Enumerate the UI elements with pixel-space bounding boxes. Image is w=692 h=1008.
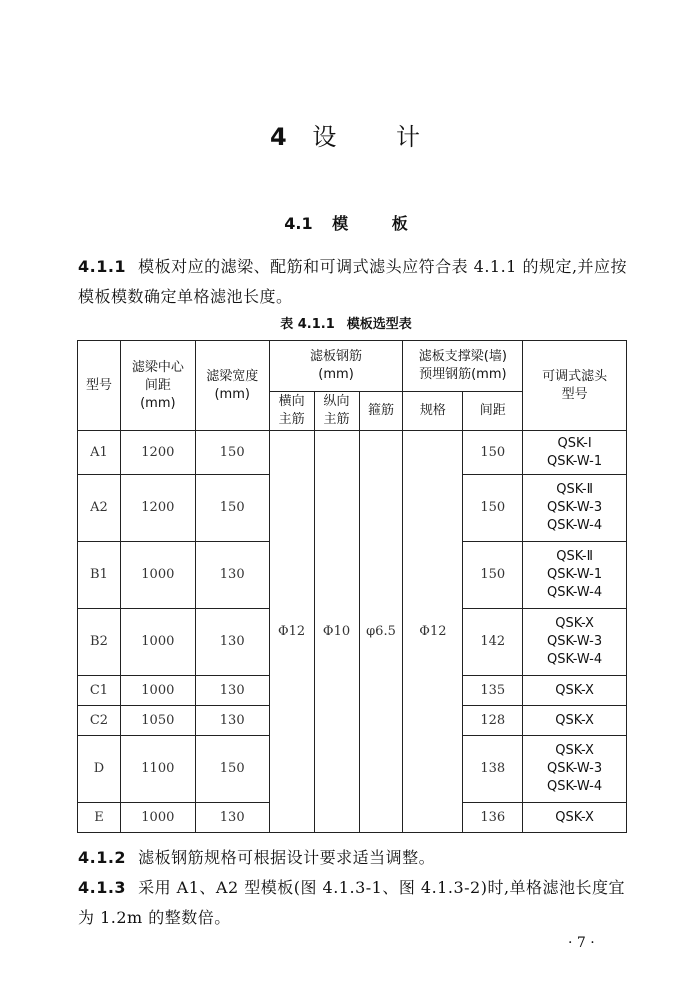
cell-beam-width: 150 [195,431,269,475]
cell-nozzle: QSK-Ⅱ QSK-W-3 QSK-W-4 [523,475,627,542]
cell-nozzle: QSK-Ⅰ QSK-W-1 [523,431,627,475]
header-spacing: 间距 [463,392,523,431]
table-caption-number: 表 4.1.1 [280,317,335,332]
cell-longitudinal-rebar: Φ10 [314,431,359,833]
chapter-number: 4 [270,123,289,151]
cell-nozzle: QSK-Ⅱ QSK-W-1 QSK-W-4 [523,542,627,609]
header-beam-spacing: 滤梁中心 间距 (mm) [120,341,195,431]
cell-model: E [78,803,121,833]
page-number: · 7 · [568,935,595,951]
section-title [0,211,692,234]
cell-beam-width: 130 [195,609,269,676]
cell-beam-width: 130 [195,803,269,833]
cell-beam-spacing: 1000 [120,542,195,609]
cell-spacing: 135 [463,676,523,706]
header-nozzle: 可调式滤头 型号 [523,341,627,431]
cell-transverse-rebar: Φ12 [269,431,314,833]
clause-number: 4.1.1 [78,257,127,276]
cell-spacing: 150 [463,431,523,475]
clause-4-1-1 [78,252,638,312]
cell-beam-width: 130 [195,542,269,609]
cell-model: D [78,736,121,803]
table-caption [0,313,692,332]
header-plate-rebar: 滤板钢筋 (mm) [269,341,403,392]
chapter-word-1: 设 [312,123,339,151]
cell-nozzle: QSK-X [523,706,627,736]
cell-model: A2 [78,475,121,542]
cell-model: C2 [78,706,121,736]
cell-beam-width: 150 [195,736,269,803]
cell-beam-width: 130 [195,676,269,706]
clause-text: 采用 A1、A2 型模板(图 4.1.3-1、图 4.1.3-2)时,单格滤池长度宜为 1.2m 的整数倍。 [78,878,626,927]
section-word-1: 模 [332,214,349,233]
header-stirrup: 箍筋 [359,392,403,431]
cell-nozzle: QSK-X QSK-W-3 QSK-W-4 [523,736,627,803]
header-beam-width: 滤梁宽度 (mm) [195,341,269,431]
clause-text: 滤板钢筋规格可根据设计要求适当调整。 [138,848,436,867]
cell-beam-spacing: 1000 [120,803,195,833]
cell-beam-spacing: 1000 [120,676,195,706]
cell-model: C1 [78,676,121,706]
cell-beam-width: 150 [195,475,269,542]
cell-model: B2 [78,609,121,676]
chapter-word-2: 计 [395,123,422,151]
cell-model: B1 [78,542,121,609]
cell-spacing: 142 [463,609,523,676]
cell-spacing: 128 [463,706,523,736]
clause-text: 模板对应的滤梁、配筋和可调式滤头应符合表 4.1.1 的规定,并应按模板模数确定单格滤池长度。 [78,257,628,306]
header-support-beam: 滤板支撑梁(墙) 预埋钢筋(mm) [403,341,523,392]
cell-beam-spacing: 1000 [120,609,195,676]
clause-4-1-3 [78,873,638,933]
cell-beam-spacing: 1050 [120,706,195,736]
table-row [78,431,627,475]
cell-beam-spacing: 1100 [120,736,195,803]
cell-beam-spacing: 1200 [120,431,195,475]
cell-spacing: 150 [463,475,523,542]
header-spec: 规格 [403,392,463,431]
clause-number: 4.1.2 [78,848,127,867]
chapter-title [0,117,692,152]
cell-beam-spacing: 1200 [120,475,195,542]
cell-spacing: 138 [463,736,523,803]
cell-stirrup: φ6.5 [359,431,403,833]
clause-number: 4.1.3 [78,878,127,897]
section-word-2: 板 [391,214,408,233]
header-model: 型号 [78,341,121,431]
cell-spacing: 150 [463,542,523,609]
cell-spacing: 136 [463,803,523,833]
cell-model: A1 [78,431,121,475]
template-selection-table [77,340,627,833]
clause-4-1-2 [78,843,638,873]
cell-nozzle: QSK-X QSK-W-3 QSK-W-4 [523,609,627,676]
cell-beam-width: 130 [195,706,269,736]
cell-nozzle: QSK-X [523,676,627,706]
header-longitudinal: 纵向 主筋 [314,392,359,431]
table-caption-title: 模板选型表 [346,317,412,332]
header-transverse: 横向 主筋 [269,392,314,431]
section-number: 4.1 [284,214,313,233]
cell-nozzle: QSK-X [523,803,627,833]
cell-spec: Φ12 [403,431,463,833]
